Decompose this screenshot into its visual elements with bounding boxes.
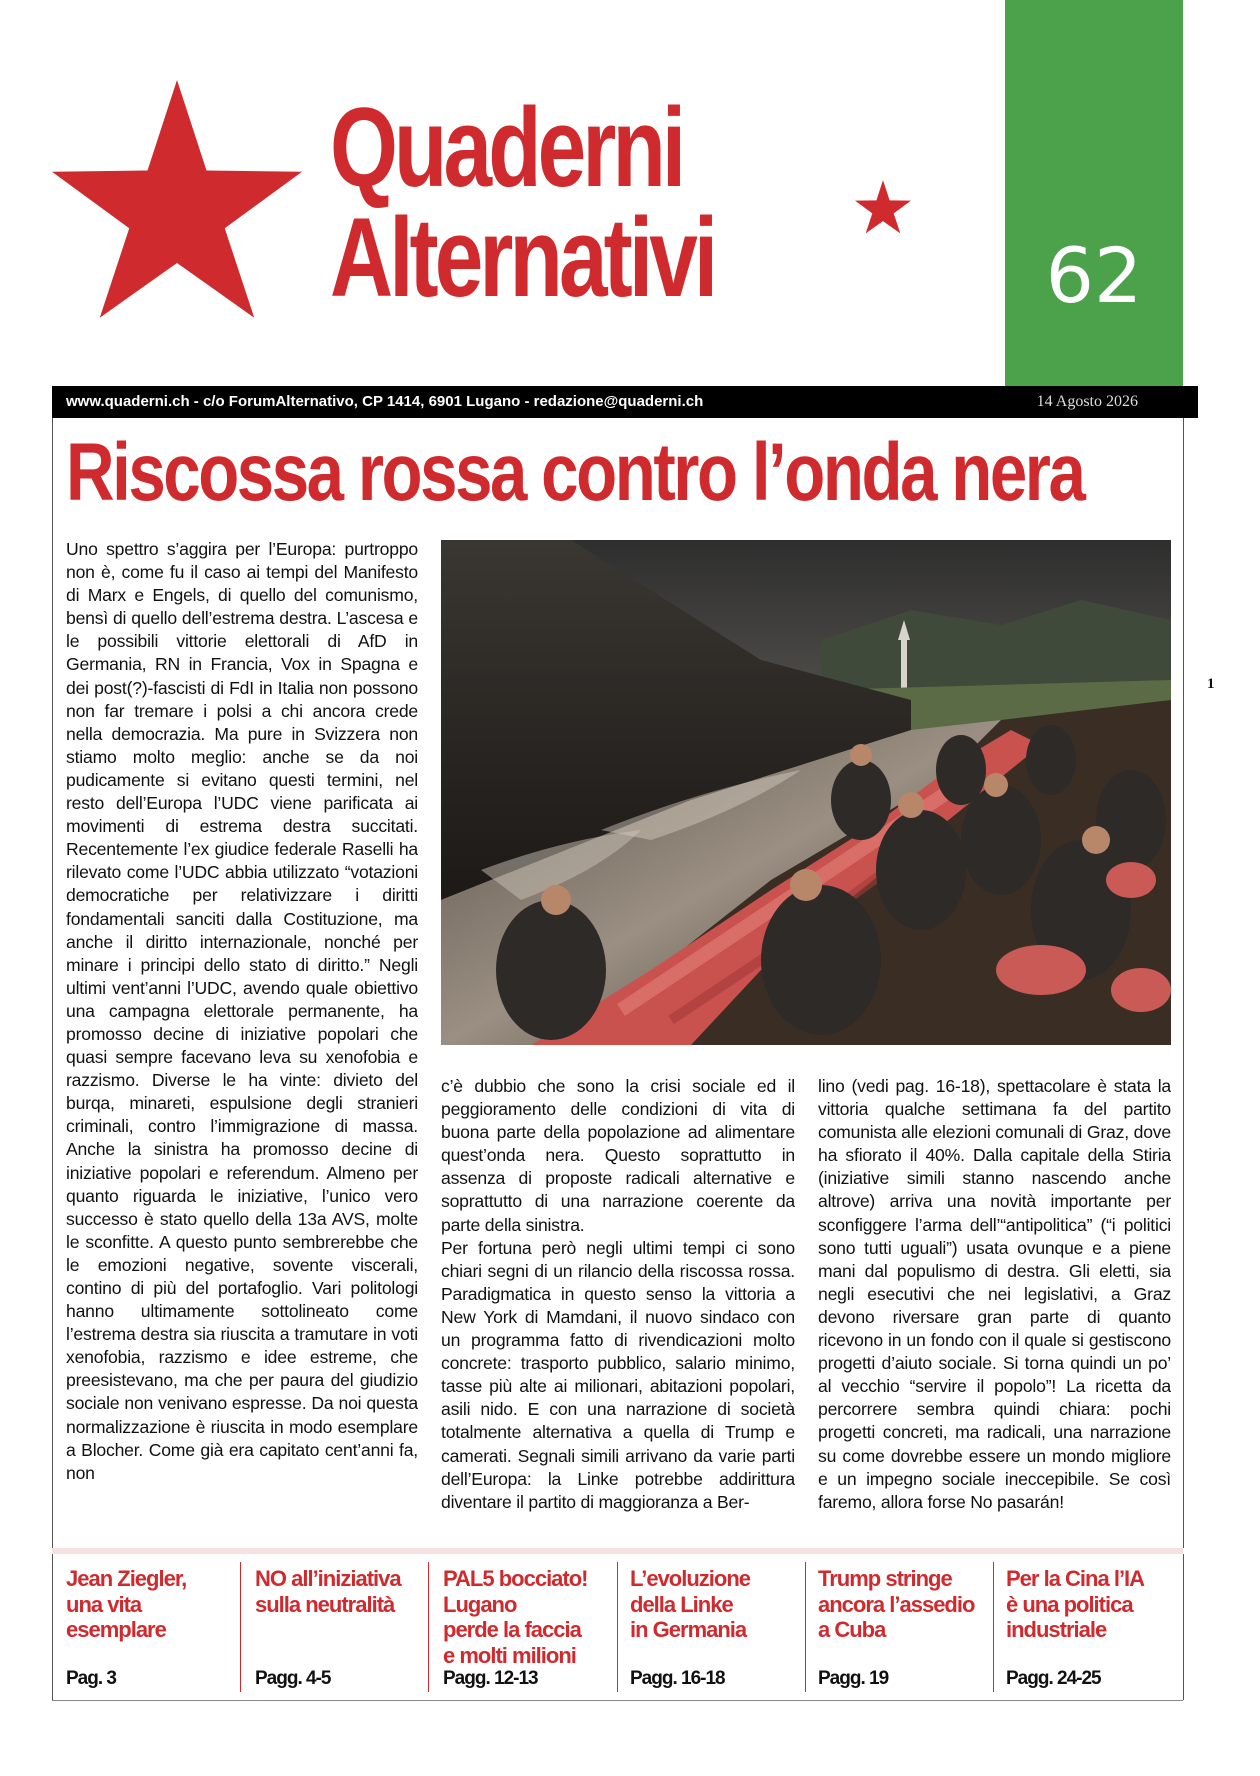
teaser-page: Pagg. 24-25: [1006, 1668, 1101, 1689]
issue-date: 14 Agosto 2026: [1036, 393, 1138, 410]
right-rule-bottom: [1183, 1554, 1184, 1700]
teaser-title[interactable]: PAL5 bocciato! Lugano perde la faccia e molti milioni: [443, 1566, 588, 1668]
small-red-star-icon: [855, 180, 911, 234]
teaser-page: Pagg. 16-18: [630, 1668, 725, 1689]
left-rule: [52, 418, 53, 1700]
teaser-item[interactable]: [818, 1566, 988, 1643]
teaser-title[interactable]: Trump stringe ancora l’assedio a Cuba: [818, 1566, 975, 1642]
teaser-page: Pagg. 19: [818, 1668, 889, 1689]
teaser-item[interactable]: [630, 1566, 800, 1643]
teaser-item[interactable]: [443, 1566, 613, 1668]
issue-number: 62: [1045, 231, 1143, 320]
teaser-band: [52, 1548, 1183, 1554]
article-column-3: [818, 1075, 1171, 1540]
contact-line: www.quaderni.ch - c/o ForumAlternativo, CP 1414, 6901 Lugano - redazione@quaderni.ch: [66, 393, 704, 410]
teaser-separator: [617, 1562, 618, 1692]
column-2-para-2: Per fortuna però negli ultimi tempi ci sono chiari segni di un rilancio della riscossa rossa. Paradigmatica in questo senso la vittoria a New York di Mamdani, il nuovo sindaco con un programma fatto di rivendicazioni molto concrete: trasporto pubblico, salario minimo, tasse più alte ai milionari, abitazioni popolari, asili nido. E con una narrazione di società totalmente alternativa a quella di Trump e camerati. Segnali simili arrivano da varie parti dell’Europa: la Linke potrebbe addirittura diventare il partito di maggioranza a Ber-: [441, 1237, 795, 1512]
column-3-text: lino (vedi pag. 16-18), spettacolare è stata la vittoria qualche settimana fa del partito comunista alle elezioni comunali di Graz, dove ha sfiorato il 40%. Dalla capitale della Stiria (iniziative simili stanno nascendo anche altrove) arriva una novità importante per sconfiggere l’arma dell’“antipolitica” (“i politici sono tutti uguali”) usata ovunque e a piene mani dal populismo di destra. Gli eletti, sia negli esecutivi che nei legislativi, a Graz devono riversare gran parte di quanto ricevono in un fondo con il quale si gestiscono progetti d’aiuto sociale. Si torna quindi un po’ al vecchio “servire il popolo”! La ricetta da percorrere sembra quindi chiara: pochi progetti concreti, ma radicali, una narrazione su come dovrebbe essere un mondo migliore e un impegno sociale ineccepibile. Se così faremo, allora forse No pasarán!: [818, 1076, 1171, 1512]
teaser-page: Pagg. 4-5: [255, 1668, 331, 1689]
teaser-separator: [428, 1562, 429, 1692]
right-rule: [1183, 418, 1184, 1548]
article-column-2: [441, 1075, 795, 1540]
teaser-title[interactable]: Per la Cina l’IA è una politica industriale: [1006, 1566, 1145, 1642]
flood-sandbag-photo: [441, 540, 1171, 1045]
teaser-title[interactable]: L’evoluzione della Linke in Germania: [630, 1566, 751, 1642]
teaser-title[interactable]: Jean Ziegler, una vita esemplare: [66, 1566, 187, 1642]
teaser-title[interactable]: NO all’iniziativa sulla neutralità: [255, 1566, 401, 1617]
red-star-logo-icon: [52, 80, 302, 320]
teaser-page: Pagg. 12-13: [443, 1668, 538, 1689]
column-2-para-1: c’è dubbio che sono la crisi sociale ed il peggioramento delle condizioni di vita di buona parte della popolazione ad alimentare quest’onda nera. Questo soprattutto in assenza di proposte radicali alternative e soprattutto di una narrazione coerente da parte della sinistra.: [441, 1076, 795, 1235]
teaser-separator: [240, 1562, 241, 1692]
masthead-title-line1: Quaderni: [330, 85, 683, 210]
masthead-title-line2: Alternativi: [330, 195, 715, 320]
teaser-separator: [993, 1562, 994, 1692]
article-column-1: [66, 538, 418, 1540]
issue-box: [1005, 0, 1183, 386]
page-number: 1: [1207, 676, 1215, 692]
teaser-item[interactable]: [66, 1566, 236, 1643]
contact-bar: [52, 386, 1198, 418]
teaser-separator: [805, 1562, 806, 1692]
teaser-page: Pag. 3: [66, 1668, 116, 1689]
article-headline: Riscossa rossa contro l’onda nera: [66, 427, 1084, 518]
teaser-item[interactable]: [255, 1566, 425, 1617]
bottom-rule: [52, 1700, 1183, 1701]
teaser-item[interactable]: [1006, 1566, 1176, 1643]
column-1-text: Uno spettro s’aggira per l’Europa: purtroppo non è, come fu il caso ai tempi del Manifesto di Marx e Engels, di quello del comunismo, bensì di quello dell’estrema destra. L’ascesa e le possibili vittorie elettorali di AfD in Germania, RN in Francia, Vox in Spagna e dei post(?)-fascisti di FdI in Italia non possono non far tremare i polsi a chi ancora crede nella democrazia. Ma pure in Svizzera non stiamo molto meglio: anche se da noi pudicamente si evitano questi termini, nel resto dell’Europa l’UDC viene parificata ai movimenti di estrema destra succitati. Recentemente l’ex giudice federale Raselli ha rilevato come l’UDC abbia utilizzato “votazioni democratiche per relativizzare i diritti fondamentali sanciti dalla Costituzione, ma anche il diritto internazionale, nonché per minare i principi dello stato di diritto.” Negli ultimi vent’anni l’UDC, avendo quale obiettivo una campagna elettorale permanente, ha promosso decine di iniziative popolari che quasi sempre facevano leva su xenofobia e razzismo. Diverse le ha vinte: divieto del burqa, minareti, espulsione degli stranieri criminali, contro l’immigrazione di massa. Anche la sinistra ha promosso decine di iniziative popolari e referendum. Almeno per quanto riguarda le iniziative, l’unico vero successo è stato quello della 13a AVS, molte le sconfitte. A questo punto sembrerebbe che le emozioni negative, sovente viscerali, contino di più del portafoglio. Vari politologi hanno ultimamente sottolineato come l’estrema destra sia riuscita a tramutare in voti xenofobia, razzismo e idee estreme, che preesistevano, ma che per paura del giudizio sociale non venivano espresse. Da noi questa normalizzazione è riuscita in modo esemplare a Blocher. Come già era capitato cent’anni fa, non: [66, 539, 418, 1483]
